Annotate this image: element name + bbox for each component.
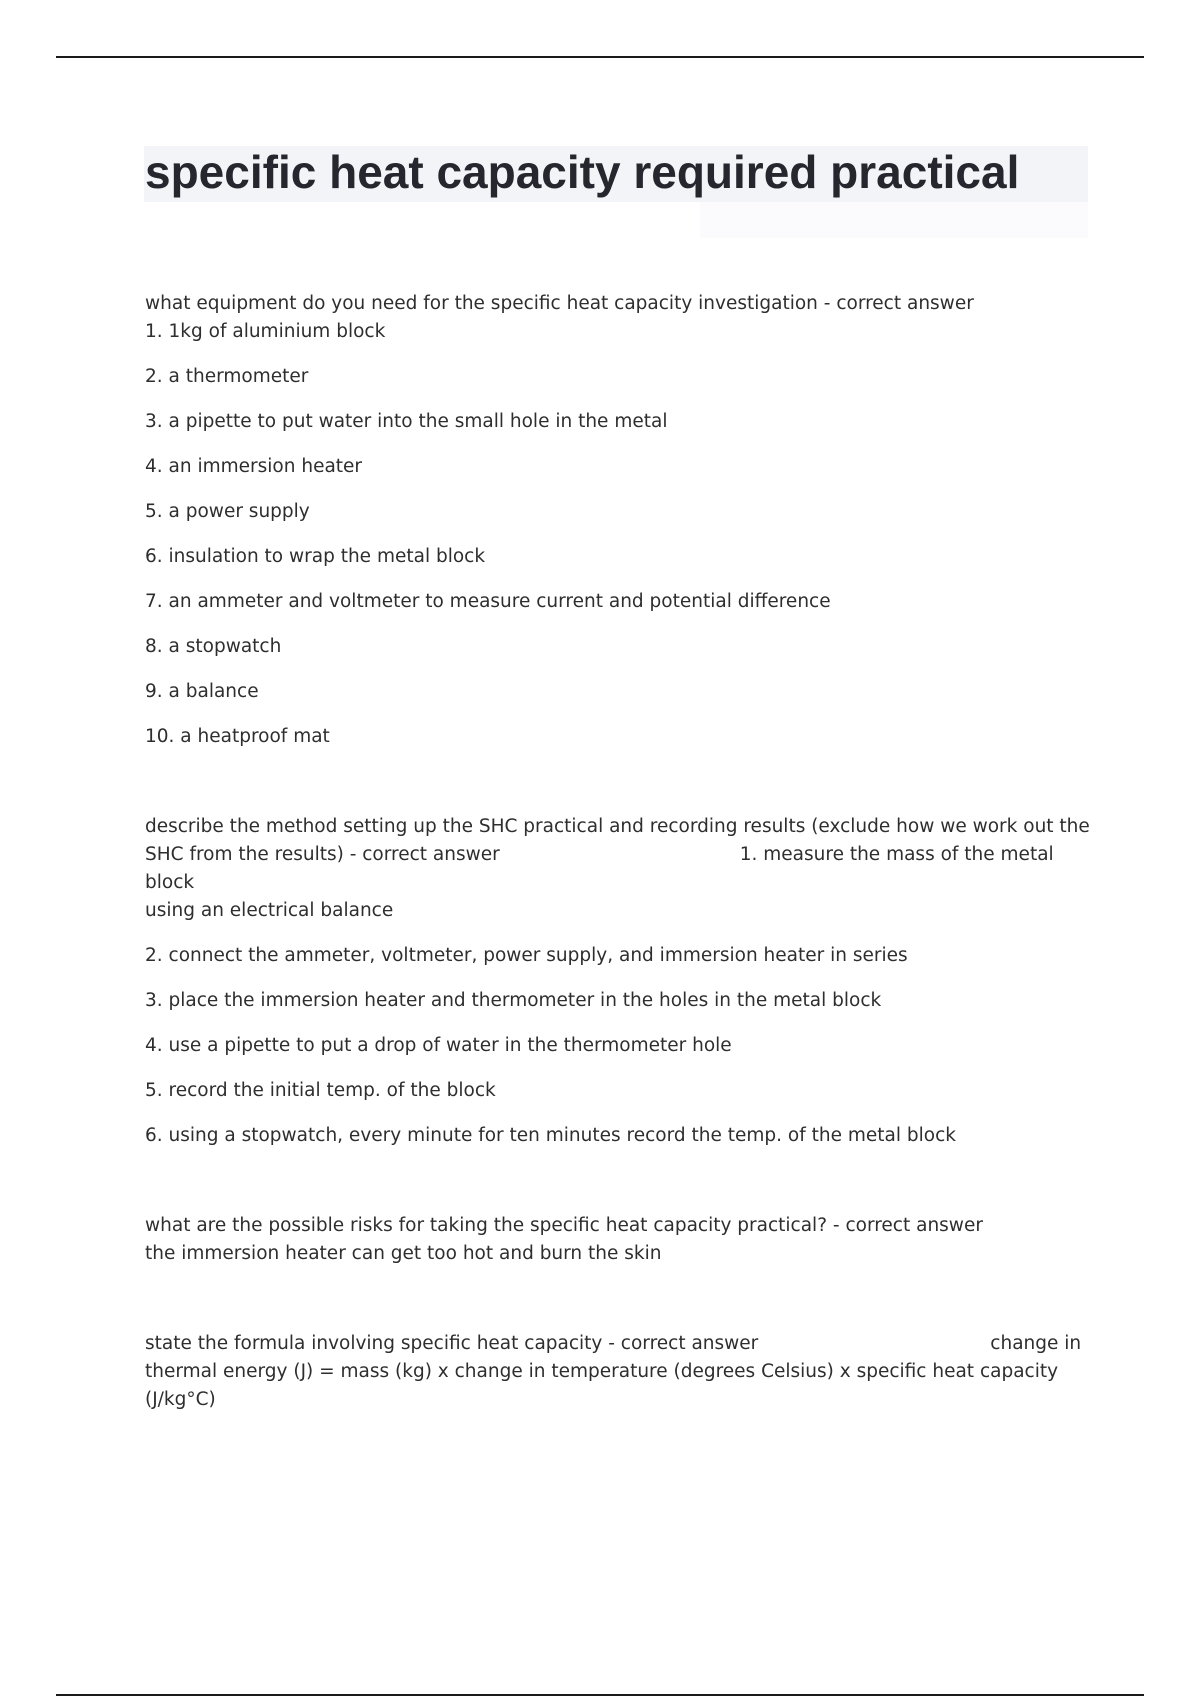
question-text: describe the method setting up the SHC practical and recording results (exclude how we work out the: [145, 816, 1090, 837]
answer-item: 4. an immersion heater: [145, 456, 363, 477]
question-text-line: [145, 1330, 1090, 1358]
answer-item: using an electrical balance: [145, 900, 394, 921]
answer-item: thermal energy (J) = mass (kg) x change in temperature (degrees Celsius) x specific heat capacity (J/kg°C): [145, 1361, 1059, 1410]
top-rule: [56, 56, 1144, 58]
answer-item: 3. a pipette to put water into the small hole in the metal: [145, 411, 668, 432]
answer-item: 10. a heatproof mat: [145, 726, 330, 747]
answer-start: change in: [990, 1333, 1082, 1354]
answer-item: 8. a stopwatch: [145, 636, 282, 657]
question-text-cont: [145, 841, 1090, 897]
document-body: [145, 290, 1090, 1414]
answer-item: 1. 1kg of aluminium block: [145, 321, 386, 342]
question-text: what equipment do you need for the specific heat capacity investigation - correct answer: [145, 293, 974, 314]
answer-item: 4. use a pipette to put a drop of water in the thermometer hole: [145, 1035, 732, 1056]
answer-start: 1. measure the mass of the metal block: [145, 844, 1054, 893]
answer-item: 2. a thermometer: [145, 366, 309, 387]
answer-item: 6. using a stopwatch, every minute for ten minutes record the temp. of the metal block: [145, 1125, 956, 1146]
answer-item: the immersion heater can get too hot and burn the skin: [145, 1243, 662, 1264]
question-text-end: SHC from the results) - correct answer: [145, 844, 500, 865]
answer-item: 3. place the immersion heater and thermometer in the holes in the metal block: [145, 990, 882, 1011]
answer-item: 9. a balance: [145, 681, 259, 702]
answer-item: 7. an ammeter and voltmeter to measure current and potential difference: [145, 591, 831, 612]
answer-item: 6. insulation to wrap the metal block: [145, 546, 486, 567]
page-title: specific heat capacity required practical: [145, 146, 1020, 198]
answer-item: 5. a power supply: [145, 501, 310, 522]
qa-method: [145, 813, 1090, 1150]
answer-item: 5. record the initial temp. of the block: [145, 1080, 496, 1101]
title-highlight-shadow: [700, 202, 1088, 238]
qa-formula: [145, 1330, 1090, 1414]
bottom-rule: [56, 1694, 1144, 1696]
qa-equipment: [145, 290, 1090, 751]
qa-risks: [145, 1212, 1090, 1268]
question-text: state the formula involving specific heat capacity - correct answer: [145, 1333, 759, 1354]
question-text: what are the possible risks for taking the specific heat capacity practical? - correct answer: [145, 1215, 983, 1236]
answer-item: 2. connect the ammeter, voltmeter, power supply, and immersion heater in series: [145, 945, 908, 966]
